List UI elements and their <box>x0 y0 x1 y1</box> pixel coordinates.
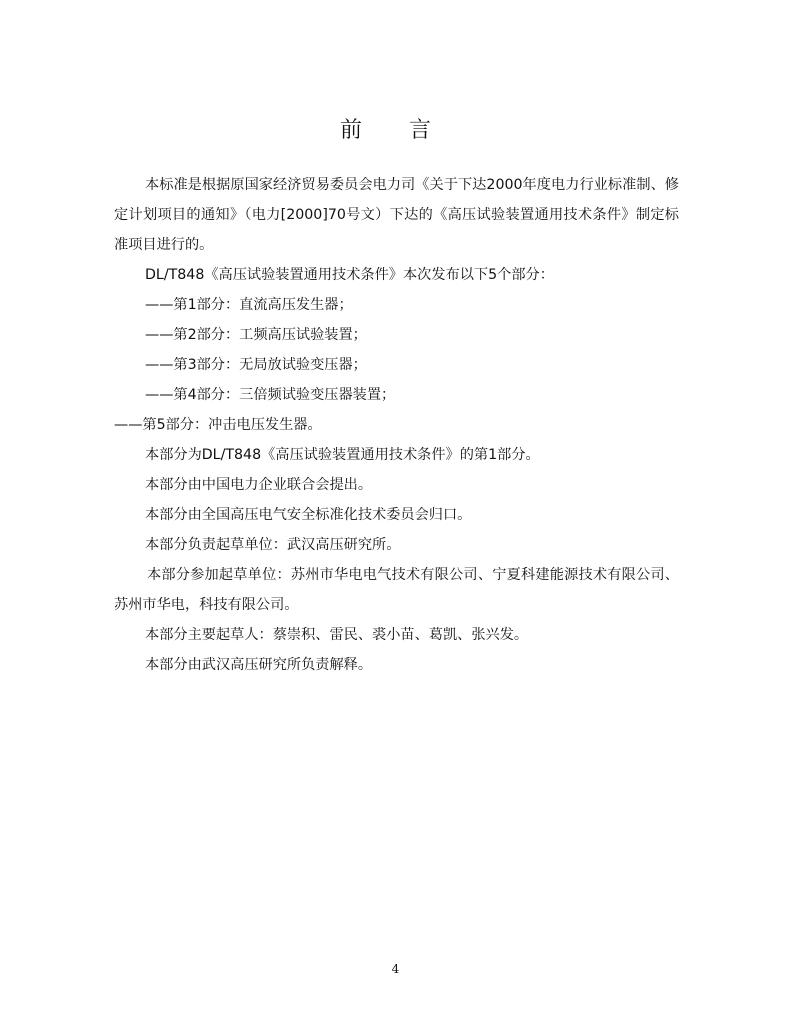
paragraph-main-drafters: 本部分主要起草人：蔡崇积、雷民、裘小苗、葛凯、张兴发。 <box>145 627 529 643</box>
list-item-part-4: ——第4部分：三倍频试验变压器装置； <box>145 387 396 403</box>
paragraph-intro: 本标准是根据原国家经济贸易委员会电力司《关于下达2000年度电力行业标准制、修定计划项目的通知》（电力[2000]70号文）下达的《高压试验装置通用技术条件》制定标准项目进行的。 <box>114 177 679 253</box>
paragraph-part-statement: 本部分为DL/T848《高压试验装置通用技术条件》的第1部分。 <box>145 447 540 463</box>
list-item-part-1: ——第1部分：直流高压发生器； <box>145 297 353 313</box>
list-item-part-2: ——第2部分：工频高压试验装置； <box>145 327 367 343</box>
page-title: 前 言 <box>340 118 451 143</box>
paragraph-proposed-by: 本部分由中国电力企业联合会提出。 <box>145 477 373 493</box>
list-item-part-5: ——第5部分：冲击电压发生器。 <box>114 417 322 433</box>
document-body <box>114 170 679 680</box>
paragraph-centralized-by: 本部分由全国高压电气安全标准化技术委员会归口。 <box>145 507 472 523</box>
list-item-part-3: ——第3部分：无局放试验变压器； <box>145 357 367 373</box>
paragraph-interpretation: 本部分由武汉高压研究所负责解释。 <box>145 657 373 673</box>
page-number: 4 <box>391 962 400 976</box>
paragraph-drafting-unit: 本部分负责起草单位：武汉高压研究所。 <box>145 537 401 553</box>
paragraph-participating-units: 本部分参加起草单位：苏州市华电电气技术有限公司、宁夏科建能源技术有限公司、苏州市华电，科技有限公司。 <box>114 567 679 613</box>
paragraph-parts-intro: DL/T848《高压试验装置通用技术条件》本次发布以下5个部分： <box>145 267 554 283</box>
